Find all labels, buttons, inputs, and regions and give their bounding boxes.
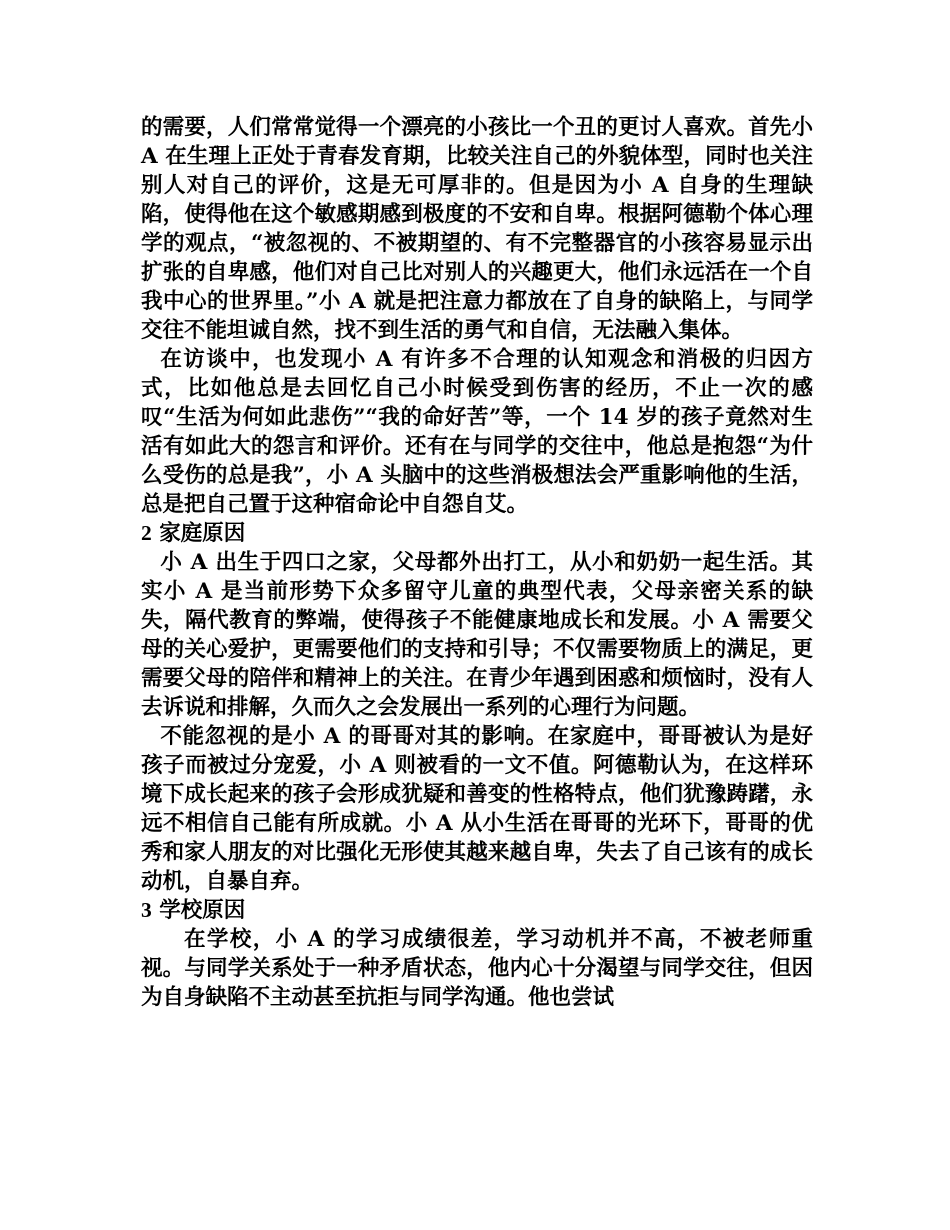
document-page bbox=[141, 113, 813, 1012]
paragraph-cognition: 在访谈中，也发现小 A 有许多不合理的认知观念和消极的归因方式，比如他总是去回忆自己小时候受到伤害的经历，不止一次的感叹“生活为何如此悲伤”“我的命好苦”等，一个 14 岁的孩子竟然对生活有如此大的怨言和评价。还有在与同学的交往中，他总是抱怨“为什么受伤的总是我”，小 A 头脑中的这些消极想法会严重影响他的生活，总是把自己置于这种宿命论中自怨自艾。 bbox=[141, 347, 813, 517]
paragraph-physiological: 的需要，人们常常觉得一个漂亮的小孩比一个丑的更讨人喜欢。首先小 A 在生理上正处于青春发育期，比较关注自己的外貌体型，同时也关注别人对自己的评价，这是无可厚非的。但是因为小 A 自身的生理缺陷，使得他在这个敏感期感到极度的不安和自卑。根据阿德勒个体心理学的观点，“被忽视的、不被期望的、有不完整器官的小孩容易显示出扩张的自卑感，他们对自己比对别人的兴趣更大，他们永远活在一个自我中心的世界里。”小 A 就是把注意力都放在了自身的缺陷上，与同学交往不能坦诚自然，找不到生活的勇气和自信，无法融入集体。 bbox=[141, 115, 813, 343]
section-number: 2 bbox=[141, 521, 152, 545]
section-title: 学校原因 bbox=[159, 898, 246, 923]
paragraph-school: 在学校，小 A 的学习成绩很差，学习动机并不高，不被老师重视。与同学关系处于一种矛盾状态，他内心十分渴望与同学交往，但因为自身缺陷不主动甚至抗拒与同学沟通。他也尝试 bbox=[141, 927, 813, 1010]
section-title: 家庭原因 bbox=[159, 521, 246, 546]
section-heading-school bbox=[141, 896, 813, 925]
paragraph-brother-influence: 不能忽视的是小 A 的哥哥对其的影响。在家庭中，哥哥被认为是好孩子而被过分宠爱，小 A 则被看的一文不值。阿德勒认为，在这样环境下成长起来的孩子会形成犹疑和善变的性格特点，他们犹豫踌躇，永远不相信自己能有所成就。小 A 从小生活在哥哥的光环下，哥哥的优秀和家人朋友的对比强化无形使其越来越自卑，失去了自己该有的成长动机，自暴自弃。 bbox=[141, 724, 813, 894]
section-heading-family bbox=[141, 519, 813, 548]
section-number: 3 bbox=[141, 898, 152, 922]
paragraph-family-background: 小 A 出生于四口之家，父母都外出打工，从小和奶奶一起生活。其实小 A 是当前形势下众多留守儿童的典型代表，父母亲密关系的缺失，隔代教育的弊端，使得孩子不能健康地成长和发展。小 A 需要父母的关心爱护，更需要他们的支持和引导；不仅需要物质上的满足，更需要父母的陪伴和精神上的关注。在青少年遇到困惑和烦恼时，没有人去诉说和排解，久而久之会发展出一系列的心理行为问题。 bbox=[141, 550, 813, 720]
